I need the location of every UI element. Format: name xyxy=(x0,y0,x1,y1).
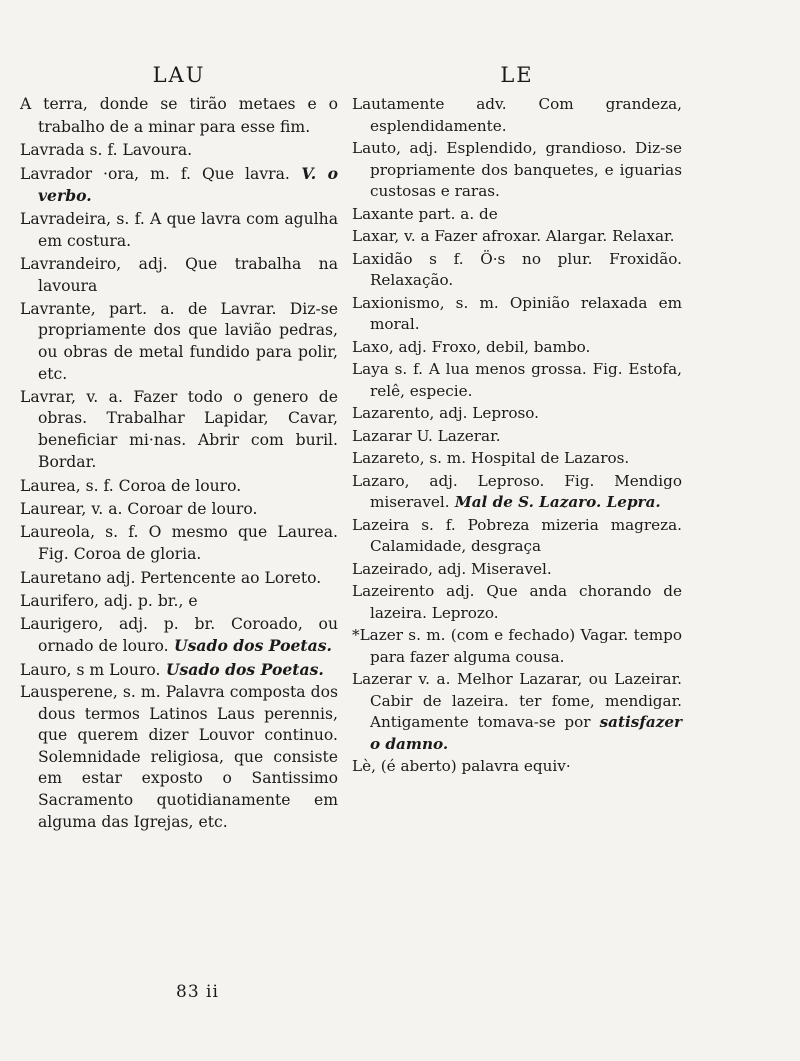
dictionary-entry: Lazarar U. Lazerar. xyxy=(352,426,501,445)
dictionary-entry: Laurea, s. f. Coroa de louro. xyxy=(20,476,242,495)
left-column xyxy=(20,60,338,835)
dictionary-entry: Lauretano adj. Pertencente ao Loreto. xyxy=(20,568,322,587)
dictionary-entry: *Lazer s. m. (com e fechado) Vagar. tempo para fazer alguma cousa. xyxy=(352,626,682,666)
dictionary-entry: Lazerar v. a. Melhor Lazarar, ou Lazeirar. Cabir de lazeira. ter fome, mendigar. Antigamente tomava-se por satisfazer o damno. xyxy=(352,670,682,753)
dictionary-entry: Lazeira s. f. Pobreza mizeria magreza. Calamidade, desgraça xyxy=(352,515,682,555)
dictionary-entry: Laurifero, adj. p. br., e xyxy=(20,592,198,610)
right-entry-list xyxy=(352,94,682,778)
left-entry-list xyxy=(20,94,338,834)
dictionary-entry: Lavrandeiro, adj. Que trabalha na lavoura xyxy=(20,254,338,295)
dictionary-entry: Lazaro, adj. Leproso. Fig. Mendigo miseravel. Mal de S. Lazaro. Lepra. xyxy=(352,471,682,511)
dictionary-entry: Laurear, v. a. Coroar de louro. xyxy=(20,500,258,518)
dictionary-entry: Lausperene, s. m. Palavra composta dos dous termos Latinos Laus perennis, que querem dizer Louvor continuo. Solemnidade religiosa, que consiste em estar exposto o Santissimo Sacramento quotidianamente em alguma das Igrejas, etc. xyxy=(20,683,338,831)
dictionary-entry: Laya s. f. A lua menos grossa. Fig. Estofa, relê, especie. xyxy=(352,360,682,400)
right-running-header: LE xyxy=(500,63,534,87)
dictionary-entry: Lauto, adj. Esplendido, grandioso. Diz-se propriamente dos banquetes, e iguarias custosas e raras. xyxy=(352,139,682,200)
dictionary-entry: A terra, donde se tirão metaes e o trabalho de a minar para esse fim. xyxy=(20,95,338,136)
right-column xyxy=(352,60,682,779)
dictionary-entry: Lazeirado, adj. Miseravel. xyxy=(352,559,552,578)
signature-mark: 83 ii xyxy=(176,982,219,1002)
dictionary-entry: Laurigero, adj. p. br. Coroado, ou ornado de louro. Usado dos Poetas. xyxy=(20,614,338,655)
dictionary-entry: Laureola, s. f. O mesmo que Laurea. Fig. Coroa de gloria. xyxy=(20,522,338,563)
dictionary-entry: Laxar, v. a Fazer afroxar. Alargar. Relaxar. xyxy=(352,227,675,245)
dictionary-entry: Lautamente adv. Com grandeza, esplendidamente. xyxy=(352,95,682,135)
dictionary-entry: Laxo, adj. Froxo, debil, bambo. xyxy=(352,337,591,356)
dictionary-entry: Lavrar, v. a. Fazer todo o genero de obras. Trabalhar Lapidar, Cavar, beneficiar mi·nas. Abrir com buril. Bordar. xyxy=(20,387,338,471)
dictionary-entry: Laxidão s f. Ö·s no plur. Froxidão. Relaxação. xyxy=(352,249,682,289)
dictionary-entry: Lavradeira, s. f. A que lavra com agulha em costura. xyxy=(20,209,338,250)
dictionary-entry: Lavrante, part. a. de Lavrar. Diz-se propriamente dos que lavião pedras, ou obras de metal fundido para polir, etc. xyxy=(20,299,338,383)
dictionary-entry: Lazeirento adj. Que anda chorando de lazeira. Leprozo. xyxy=(352,582,682,622)
dictionary-entry: Lauro, s m Louro. Usado dos Poetas. xyxy=(20,659,324,679)
dictionary-entry: Lè, (é aberto) palavra equiv· xyxy=(352,757,571,775)
dictionary-entry: Laxionismo, s. m. Opinião relaxada em moral. xyxy=(352,293,682,333)
dictionary-entry: Lavrador ·ora, m. f. Que lavra. V. o verbo. xyxy=(20,163,338,205)
left-running-header: LAU xyxy=(152,63,206,87)
dictionary-entry: Lazareto, s. m. Hospital de Lazaros. xyxy=(352,449,630,467)
dictionary-entry: Laxante part. a. de xyxy=(352,204,498,223)
dictionary-entry: Lazarento, adj. Leproso. xyxy=(352,404,539,422)
dictionary-entry: Lavrada s. f. Lavoura. xyxy=(20,141,193,159)
